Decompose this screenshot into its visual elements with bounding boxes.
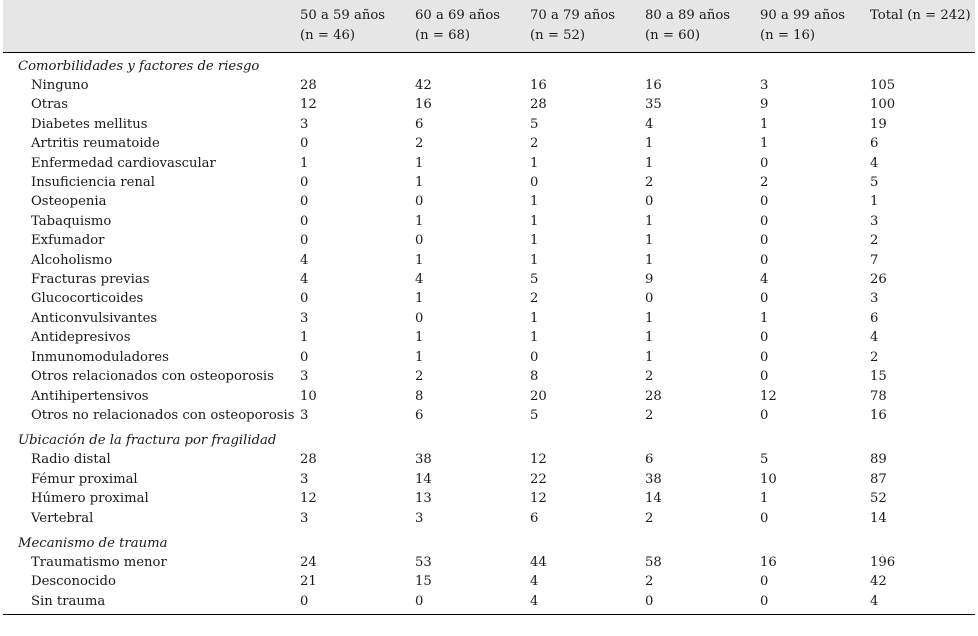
- table-cell: 4: [530, 574, 539, 590]
- table-cell: 0: [645, 194, 654, 210]
- table-cell: 44: [530, 554, 547, 570]
- table-cell: 0: [300, 233, 309, 249]
- header-blank: [3, 0, 300, 53]
- table-cell: 3: [300, 369, 309, 385]
- table-cell: 9: [760, 97, 769, 113]
- table-cell: 22: [530, 471, 547, 487]
- row-label: Exfumador: [31, 233, 105, 249]
- table-cell: 105: [870, 78, 896, 93]
- table-cell: 0: [760, 194, 769, 210]
- table-cell: 0: [760, 349, 769, 365]
- row-label: Otras: [31, 97, 69, 113]
- row-label: Osteopenia: [31, 194, 107, 210]
- row-label: Alcoholismo: [31, 252, 113, 268]
- column-header-title: Total (n = 242): [870, 8, 971, 23]
- table-cell: 4: [870, 155, 879, 171]
- table-row: [3, 270, 975, 289]
- column-header: [645, 0, 760, 53]
- table-header: [3, 0, 975, 53]
- table-row: [3, 173, 975, 192]
- table-cell: 0: [530, 175, 539, 191]
- section-row: [3, 425, 975, 450]
- table-cell: 6: [530, 510, 539, 526]
- table-row: [3, 406, 975, 425]
- table-cell: 4: [870, 592, 975, 615]
- table-cell: 3: [870, 213, 879, 229]
- table-cell: 2: [530, 136, 539, 152]
- table-cell: 12: [300, 97, 317, 113]
- table-cell: 42: [415, 78, 432, 93]
- table-cell: 2: [870, 233, 879, 249]
- row-label: Fémur proximal: [31, 471, 138, 487]
- data-table: [3, 0, 975, 615]
- table-cell: 1: [645, 252, 654, 268]
- table-cell: 12: [530, 491, 547, 507]
- table-cell: 1: [300, 155, 309, 171]
- table-cell: 100: [870, 97, 896, 113]
- section-title: Ubicación de la fractura por fragilidad: [18, 433, 277, 449]
- table-cell: 5: [760, 452, 769, 468]
- table-cell: 2: [530, 291, 539, 307]
- table-row: [3, 387, 975, 406]
- table-row: [3, 76, 975, 95]
- table-row: [3, 572, 975, 591]
- table-cell: 0: [760, 407, 769, 423]
- column-header-title: 90 a 99 años: [760, 8, 846, 23]
- table-cell: 28: [300, 452, 317, 468]
- table-cell: 3: [300, 116, 309, 132]
- row-label: Radio distal: [31, 452, 111, 468]
- column-header: [760, 0, 870, 53]
- table-cell: 21: [300, 574, 317, 590]
- table-cell: 5: [530, 272, 539, 288]
- table-row: [3, 450, 975, 469]
- table-cell: 10: [760, 471, 777, 487]
- table-cell: 28: [300, 78, 317, 93]
- header-row: [3, 0, 975, 53]
- column-header-n: (n = 68): [415, 28, 470, 43]
- table-cell: 2: [415, 369, 424, 385]
- row-label: Anticonvulsivantes: [31, 310, 158, 326]
- table-row: [3, 553, 975, 572]
- table-cell: 1: [530, 330, 539, 346]
- column-header: [415, 0, 530, 53]
- table-cell: 1: [415, 349, 424, 365]
- table-cell: 4: [870, 330, 879, 346]
- table-cell: 9: [645, 272, 654, 288]
- section-title: Mecanismo de trauma: [18, 535, 168, 551]
- table-cell: 28: [645, 388, 662, 404]
- table-cell: 1: [530, 233, 539, 249]
- table-cell: 5: [870, 175, 879, 191]
- table-row: [3, 592, 975, 615]
- table-cell: 12: [300, 491, 317, 507]
- table-cell: 0: [760, 592, 870, 615]
- column-header-n: (n = 16): [760, 28, 815, 43]
- table-cell: 1: [645, 233, 654, 249]
- table-cell: 52: [870, 491, 887, 507]
- table-body: [3, 53, 975, 615]
- section-row: [3, 53, 975, 77]
- row-label: Traumatismo menor: [31, 554, 167, 570]
- column-header-title: 70 a 79 años: [530, 8, 616, 23]
- table-cell: 0: [760, 291, 769, 307]
- table-cell: 53: [415, 554, 432, 570]
- table-cell: 26: [870, 272, 887, 288]
- table-cell: 2: [415, 136, 424, 152]
- table-cell: 1: [530, 213, 539, 229]
- table-cell: 196: [870, 554, 896, 570]
- section-row: [3, 528, 975, 553]
- table-cell: 1: [645, 310, 654, 326]
- column-header-title: 80 a 89 años: [645, 8, 731, 23]
- table-cell: 0: [760, 252, 769, 268]
- table-cell: 2: [645, 407, 654, 423]
- table-cell: 20: [530, 388, 547, 404]
- table-cell: 58: [645, 554, 662, 570]
- table-cell: 1: [645, 213, 654, 229]
- table-row: [3, 367, 975, 386]
- table-cell: 0: [300, 175, 309, 191]
- table-cell: 0: [760, 213, 769, 229]
- row-label: Húmero proximal: [31, 491, 149, 507]
- table-cell: 4: [300, 252, 309, 268]
- table-cell: 2: [645, 369, 654, 385]
- row-label: Inmunomoduladores: [31, 349, 169, 365]
- column-header: [300, 0, 415, 53]
- table-cell: 0: [760, 369, 769, 385]
- table-cell: 2: [645, 510, 654, 526]
- table-cell: 1: [645, 349, 654, 365]
- table-cell: 1: [415, 213, 424, 229]
- table-row: [3, 509, 975, 528]
- table-cell: 4: [760, 272, 769, 288]
- table-cell: 1: [415, 175, 424, 191]
- table-row: [3, 309, 975, 328]
- table-cell: 87: [870, 471, 887, 487]
- table-row: [3, 231, 975, 250]
- table-cell: 0: [645, 592, 760, 615]
- table-cell: 0: [760, 510, 769, 526]
- row-label: Glucocorticoides: [31, 291, 144, 307]
- table-cell: 0: [415, 233, 424, 249]
- table-cell: 16: [530, 78, 547, 93]
- column-header-title: 50 a 59 años: [300, 8, 386, 23]
- column-header-n: (n = 60): [645, 28, 700, 43]
- table-cell: 4: [530, 592, 645, 615]
- table-cell: 42: [870, 574, 887, 590]
- row-label: Antidepresivos: [31, 330, 131, 346]
- table-cell: 16: [760, 554, 777, 570]
- table-cell: 0: [760, 330, 769, 346]
- table-row: [3, 328, 975, 347]
- table-cell: 89: [870, 452, 887, 468]
- table-cell: 1: [645, 136, 654, 152]
- table-cell: 3: [300, 510, 309, 526]
- table-cell: 6: [870, 136, 879, 152]
- table-row: [3, 251, 975, 270]
- row-label: Ninguno: [31, 78, 89, 93]
- table-cell: 3: [870, 291, 879, 307]
- row-label: Fracturas previas: [31, 272, 150, 288]
- table-cell: 24: [300, 554, 317, 570]
- table-cell: 8: [530, 369, 539, 385]
- row-label: Artritis reumatoide: [31, 136, 160, 152]
- table-cell: 1: [415, 291, 424, 307]
- row-label: Tabaquismo: [31, 213, 112, 229]
- table-cell: 6: [645, 452, 654, 468]
- row-label: Otros no relacionados con osteoporosis: [31, 407, 295, 423]
- column-header-n: (n = 52): [530, 28, 585, 43]
- table-cell: 14: [415, 471, 432, 487]
- table-cell: 2: [645, 574, 654, 590]
- table-cell: 3: [300, 310, 309, 326]
- table-row: [3, 192, 975, 211]
- table-cell: 12: [530, 452, 547, 468]
- table-cell: 0: [300, 213, 309, 229]
- table-cell: 15: [415, 574, 432, 590]
- table-cell: 16: [870, 407, 887, 423]
- table-container: [3, 0, 975, 615]
- table-cell: 3: [300, 407, 309, 423]
- table-cell: 3: [415, 510, 424, 526]
- row-label: Otros relacionados con osteoporosis: [31, 369, 274, 385]
- table-cell: 1: [645, 155, 654, 171]
- table-cell: 0: [760, 233, 769, 249]
- table-cell: 1: [760, 116, 769, 132]
- row-label: Vertebral: [31, 510, 94, 526]
- row-label: Desconocido: [31, 574, 116, 590]
- table-cell: 1: [530, 252, 539, 268]
- table-cell: 1: [530, 310, 539, 326]
- table-cell: 0: [300, 592, 415, 615]
- row-label: Enfermedad cardiovascular: [31, 155, 216, 171]
- table-row: [3, 289, 975, 308]
- table-row: [3, 212, 975, 231]
- table-cell: 5: [530, 407, 539, 423]
- table-row: [3, 95, 975, 114]
- row-label: Diabetes mellitus: [31, 116, 148, 132]
- row-label: Sin trauma: [3, 592, 300, 615]
- table-cell: 0: [300, 136, 309, 152]
- table-cell: 35: [645, 97, 662, 113]
- table-cell: 0: [530, 349, 539, 365]
- column-header-title: 60 a 69 años: [415, 8, 501, 23]
- table-cell: 1: [530, 155, 539, 171]
- table-cell: 1: [870, 194, 879, 210]
- table-cell: 6: [870, 310, 879, 326]
- table-cell: 1: [415, 252, 424, 268]
- table-cell: 0: [760, 574, 769, 590]
- table-row: [3, 115, 975, 134]
- table-cell: 28: [530, 97, 547, 113]
- table-cell: 1: [300, 330, 309, 346]
- table-cell: 1: [760, 491, 769, 507]
- table-row: [3, 348, 975, 367]
- table-cell: 5: [530, 116, 539, 132]
- table-cell: 3: [300, 471, 309, 487]
- table-cell: 2: [870, 349, 879, 365]
- table-cell: 1: [530, 194, 539, 210]
- table-cell: 0: [415, 310, 424, 326]
- table-cell: 19: [870, 116, 887, 132]
- table-cell: 1: [415, 155, 424, 171]
- table-row: [3, 154, 975, 173]
- table-cell: 0: [760, 155, 769, 171]
- table-cell: 12: [760, 388, 777, 404]
- table-cell: 2: [645, 175, 654, 191]
- table-cell: 38: [645, 471, 662, 487]
- table-cell: 7: [870, 252, 879, 268]
- column-header-n: (n = 46): [300, 28, 355, 43]
- table-cell: 10: [300, 388, 317, 404]
- table-row: [3, 489, 975, 508]
- table-cell: 0: [300, 194, 309, 210]
- table-cell: 2: [760, 175, 769, 191]
- table-cell: 3: [760, 78, 769, 93]
- table-cell: 78: [870, 388, 887, 404]
- table-cell: 16: [415, 97, 432, 113]
- table-cell: 6: [415, 407, 424, 423]
- table-cell: 1: [760, 136, 769, 152]
- table-cell: 14: [645, 491, 662, 507]
- row-label: Insuficiencia renal: [31, 175, 155, 191]
- table-cell: 6: [415, 116, 424, 132]
- row-label: Antihipertensivos: [31, 388, 149, 404]
- table-cell: 4: [415, 272, 424, 288]
- table-cell: 1: [415, 330, 424, 346]
- table-cell: 14: [870, 510, 887, 526]
- table-row: [3, 134, 975, 153]
- table-cell: 0: [415, 592, 530, 615]
- table-cell: 0: [415, 194, 424, 210]
- table-cell: 1: [760, 310, 769, 326]
- table-row: [3, 470, 975, 489]
- table-cell: 4: [300, 272, 309, 288]
- table-cell: 38: [415, 452, 432, 468]
- table-cell: 15: [870, 369, 887, 385]
- table-cell: 0: [645, 291, 654, 307]
- table-cell: 4: [645, 116, 654, 132]
- table-cell: 0: [300, 291, 309, 307]
- column-header: [530, 0, 645, 53]
- section-title: Comorbilidades y factores de riesgo: [18, 59, 260, 74]
- column-header: [870, 0, 975, 53]
- table-cell: 0: [300, 349, 309, 365]
- table-cell: 1: [645, 330, 654, 346]
- table-cell: 8: [415, 388, 424, 404]
- table-cell: 16: [645, 78, 662, 93]
- table-cell: 13: [415, 491, 432, 507]
